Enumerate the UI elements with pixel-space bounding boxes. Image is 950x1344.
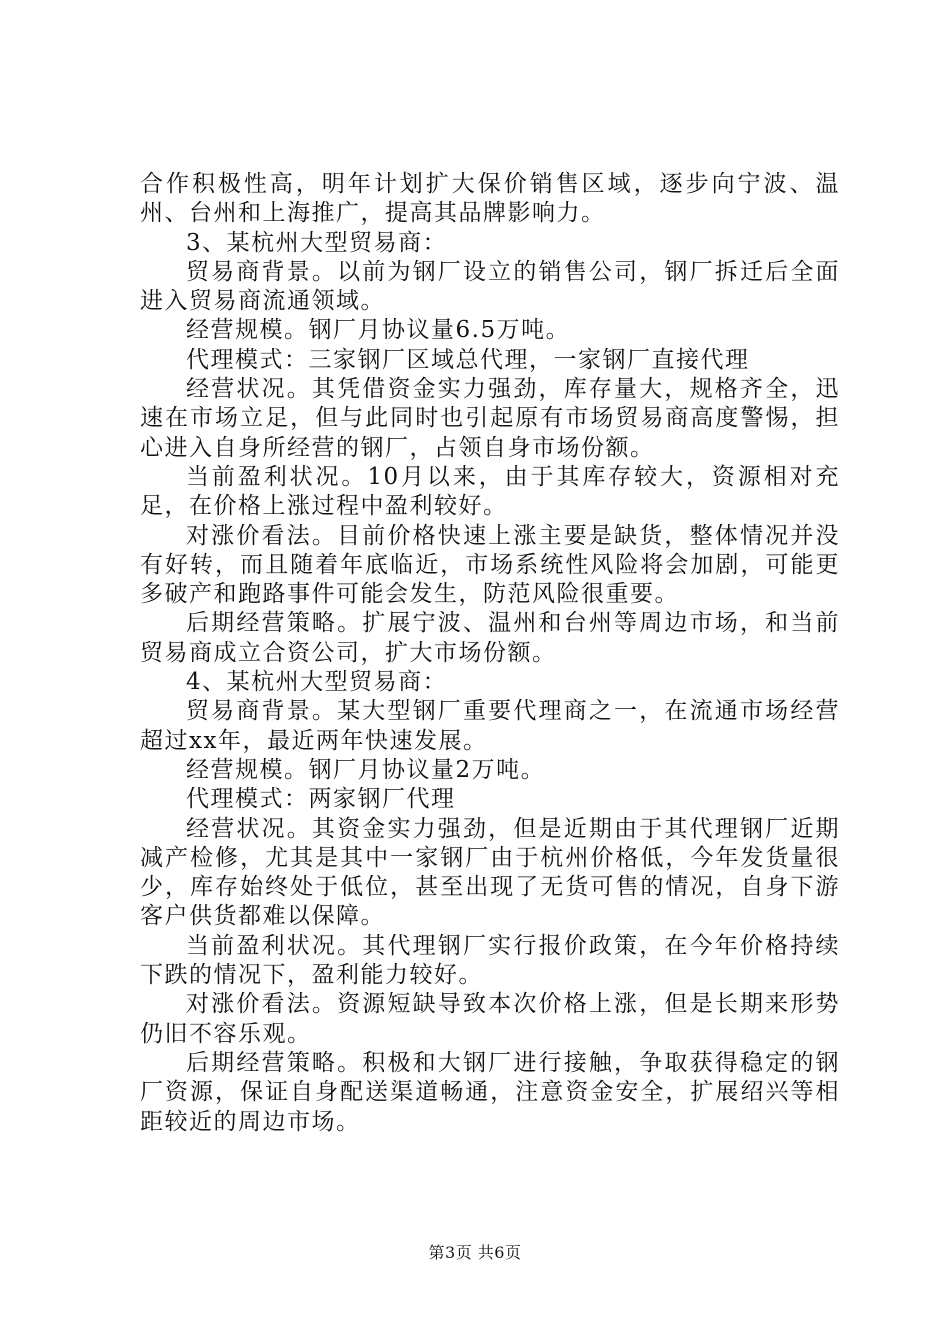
paragraph-8: 对涨价看法。目前价格快速上涨主要是缺货，整体情况并没有好转，而且随着年底临近，市场系统性风险将会加剧，可能更多破产和跑路事件可能会发生，防范风险很重要。 xyxy=(140,522,840,608)
document-body xyxy=(140,170,840,1137)
paragraph-3: 贸易商背景。以前为钢厂设立的销售公司，钢厂拆迁后全面进入贸易商流通领域。 xyxy=(140,258,840,315)
paragraph-14: 经营状况。其资金实力强劲，但是近期由于其代理钢厂近期减产检修，尤其是其中一家钢厂由于杭州价格低，今年发货量很少，库存始终处于低位，甚至出现了无货可售的情况，自身下游客户供货都难以保障。 xyxy=(140,815,840,930)
paragraph-17: 后期经营策略。积极和大钢厂进行接触，争取获得稳定的钢厂资源，保证自身配送渠道畅通，注意资金安全，扩展绍兴等相距较近的周边市场。 xyxy=(140,1049,840,1135)
paragraph-4: 经营规模。钢厂月协议量6.5万吨。 xyxy=(186,317,571,344)
paragraph-6: 经营状况。其凭借资金实力强劲，库存量大，规格齐全，迅速在市场立足，但与此同时也引起原有市场贸易商高度警惕，担心进入自身所经营的钢厂，占领自身市场份额。 xyxy=(140,376,840,461)
paragraph-9: 后期经营策略。扩展宁波、温州和台州等周边市场，和当前贸易商成立合资公司，扩大市场份额。 xyxy=(140,610,840,666)
paragraph-11: 贸易商背景。某大型钢厂重要代理商之一，在流通市场经营超过xx年，最近两年快速发展。 xyxy=(140,698,840,754)
paragraph-16: 对涨价看法。资源短缺导致本次价格上涨，但是长期来形势仍旧不容乐观。 xyxy=(140,991,840,1047)
paragraph-15: 当前盈利状况。其代理钢厂实行报价政策，在今年价格持续下跌的情况下，盈利能力较好。 xyxy=(140,932,840,989)
paragraph-10: 4、某杭州大型贸易商： xyxy=(186,669,448,696)
paragraph-2: 3、某杭州大型贸易商： xyxy=(186,229,448,256)
paragraph-7: 当前盈利状况。10月以来，由于其库存较大，资源相对充足，在价格上涨过程中盈利较好。 xyxy=(140,463,840,520)
paragraph-1: 合作积极性高，明年计划扩大保价销售区域，逐步向宁波、温州、台州和上海推广，提高其品牌影响力。 xyxy=(140,171,840,227)
paragraph-12: 经营规模。钢厂月协议量2万吨。 xyxy=(186,756,546,783)
paragraph-5: 代理模式：三家钢厂区域总代理，一家钢厂直接代理 xyxy=(186,346,750,373)
page-number-label: 第3页 共6页 xyxy=(428,1243,522,1262)
page-footer xyxy=(0,1240,950,1263)
paragraph-13: 代理模式：两家钢厂代理 xyxy=(186,786,456,813)
